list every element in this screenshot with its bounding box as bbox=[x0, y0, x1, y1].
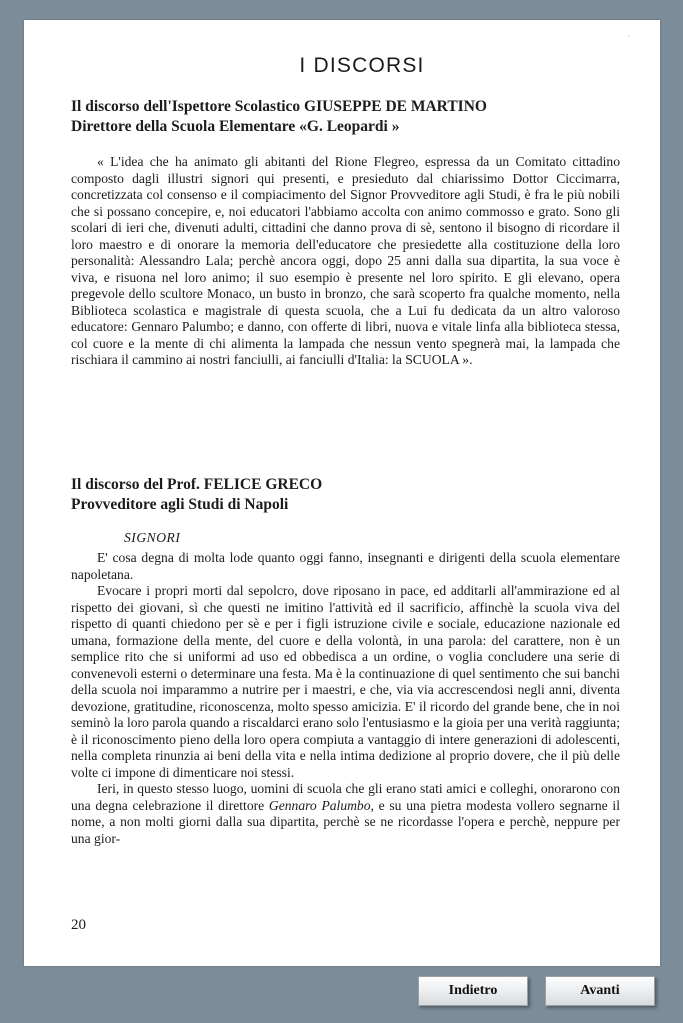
text-run: e su una pietra modesta vollero segnarne il nome, a non molti giorni dalla sua dipartita, perchè se ne ricordasse l'opera e perchè, neppure per una gior- bbox=[71, 797, 620, 846]
speech-heading-de-martino bbox=[71, 97, 630, 137]
speech-body-greco bbox=[71, 550, 620, 847]
paragraph: E' cosa degna di molta lode quanto oggi fanno, insegnanti e dirigenti della scuola elementare napoletana. bbox=[71, 550, 620, 582]
paragraph bbox=[71, 781, 620, 847]
paragraph: Evocare i propri morti dal sepolcro, dove riposano in pace, ed additarli all'ammirazione ed al rispetto dei giovani, sì che questi ne imitino l'attività ed il sacrificio, affinchè la scuola viva del rispetto di quanti chiedono per sè e per i figli istruzione civile e sociale, educazione nazionale ed umana, formazione della mente, del cuore e della volontà, in una parola: del carattere, non è un semplice rito che si uniformi ad uso ed obbedisca a un ordine, o voglia concludere una serie di convenevoli esterni o determinare una festa. Ma è la continuazione di quel sentimento che sui banchi della scuola noi imparammo a nutrire per i maestri, e che, via via accrescendosi negli anni, diventa devozione, gratitudine, riconoscenza, molto spesso amicizia. E' il ricordo del grande bene, che in noi seminò la loro parola quando a riscaldarci erano solo l'entusiasmo e la gioia per una verità raggiunta; è il riconoscimento pieno della loro opera compiuta a vantaggio di intere generazioni di adolescenti, nella completa rinunzia ai beni della vita e nella intima dedizione al proprio dovere, che il più delle volte ci impone di dimenticare noi stessi. bbox=[71, 583, 620, 780]
italic-name: Gennaro Palumbo, bbox=[268, 797, 374, 813]
speech-paragraph-de-martino: « L'idea che ha animato gli abitanti del Rione Flegreo, espressa da un Comitato cittadino composto dagli illustri signori qui presenti, e presieduto dal chiarissimo Dottor Ciccimarra, concretizzata col consenso e il compiacimento del Signor Provveditore agli Studi, è fra le più nobili che si possano concepire, e, noi educatori l'abbiamo accolta con animo commosso e grato. Sono gli scolari di ieri che, divenuti adulti, cittadini che danno prova di sè, sentono il bisogno di ricordare il loro maestro e di onorare la memoria dell'educatore che presiedette alla costituzione della loro personalità: Alessandro Lala; perchè ancora oggi, dopo 25 anni dalla sua dipartita, la sua voce è viva, e risuona nel loro animo; il suo esempio è presente nel loro spirito. E gli elevano, opera pregevole dello scultore Monaco, un busto in bronzo, che sarà scoperto fra qualche momento, nella Biblioteca scolastica e magistrale di questa scuola, che a Lui fu dedicata da un altro valoroso educatore: Gennaro Palumbo; e danno, con offerte di libri, nuova e vitale linfa alla biblioteca stessa, col cuore e la mente di chi alimenta la lampada che nessun vento spegnerà mai, la lampada che rischiara il cammino ai nostri fanciulli, ai fanciulli d'Italia: la SCUOLA ». bbox=[71, 154, 620, 367]
salutation: SIGNORI bbox=[124, 530, 181, 545]
heading-line: Provveditore agli Studi di Napoli bbox=[71, 496, 289, 513]
heading-line: Il discorso del Prof. FELICE GRECO bbox=[71, 476, 323, 493]
heading-line: Il discorso dell'Ispettore Scolastico GIUSEPPE DE MARTINO bbox=[71, 98, 487, 115]
scan-mark: · bbox=[627, 32, 630, 41]
next-button[interactable]: Avanti bbox=[545, 976, 655, 1006]
speech-heading-greco bbox=[71, 475, 630, 515]
document-page bbox=[24, 20, 660, 966]
heading-line: Direttore della Scuola Elementare «G. Leopardi » bbox=[71, 118, 400, 135]
text-run: Ieri, in questo stesso luogo, uomini di scuola che gli erano stati amici e colleghi, onorarono con una degna celebrazione il direttore bbox=[71, 781, 620, 813]
back-button[interactable]: Indietro bbox=[418, 976, 528, 1006]
page-title: I DISCORSI bbox=[299, 54, 425, 77]
page-number: 20 bbox=[71, 917, 86, 933]
